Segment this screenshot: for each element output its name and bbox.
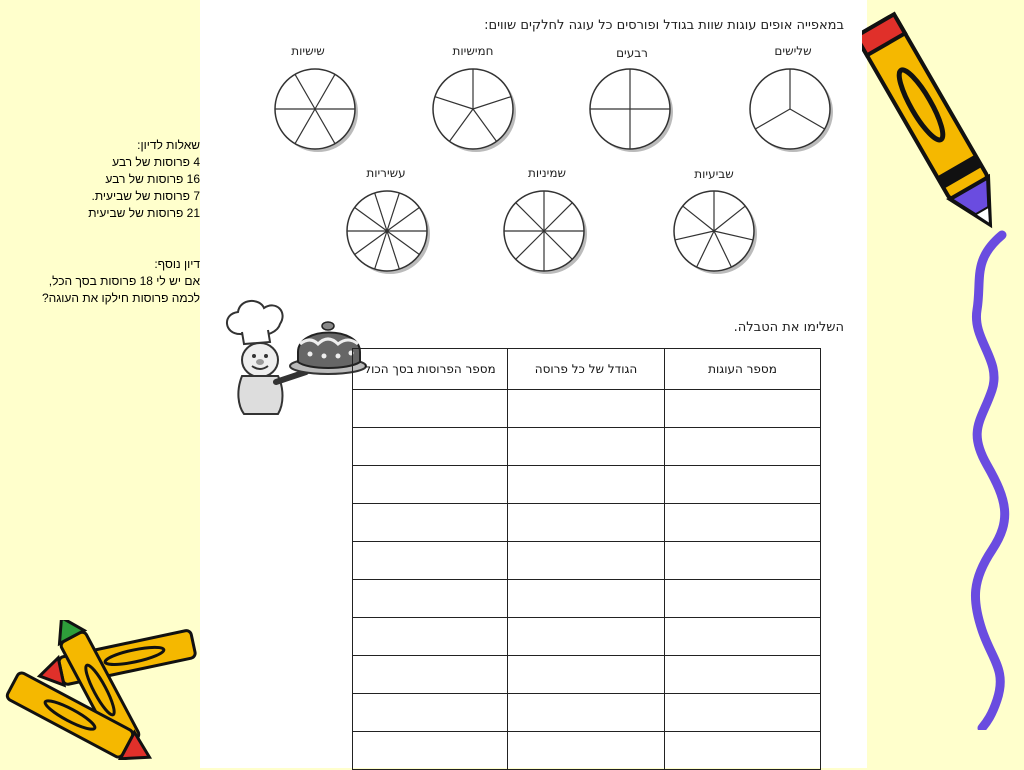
table-cell[interactable]: [665, 504, 821, 542]
table-row: [353, 694, 821, 732]
table-row: [353, 656, 821, 694]
table-cell[interactable]: [353, 542, 508, 580]
cake-quarters-icon: [586, 65, 678, 157]
table-cell[interactable]: [665, 390, 821, 428]
table-cell[interactable]: [353, 618, 508, 656]
table-row: [353, 732, 821, 770]
questions-title: שאלות לדיון:: [137, 138, 200, 152]
cake-fifths-icon: [429, 65, 521, 157]
table-cell[interactable]: [508, 466, 665, 504]
question-line: 7 פרוסות של שביעית.: [91, 189, 200, 203]
question-line: 21 פרוסות של שביעית: [88, 206, 200, 220]
table-cell[interactable]: [353, 466, 508, 504]
question-line: 4 פרוסות של רבע: [112, 155, 200, 169]
table-cell[interactable]: [508, 504, 665, 542]
table-cell[interactable]: [353, 504, 508, 542]
table-cell[interactable]: [508, 390, 665, 428]
table-row: [353, 504, 821, 542]
header-slice-size: הגודל של כל פרוסה: [508, 349, 665, 390]
table-cell[interactable]: [665, 732, 821, 770]
table-row: [353, 390, 821, 428]
table-cell[interactable]: [665, 542, 821, 580]
table-header-row: [353, 349, 821, 390]
crayons-bottom-left-icon: [0, 620, 200, 760]
table-cell[interactable]: [665, 618, 821, 656]
table-cell[interactable]: [353, 580, 508, 618]
extra-line: לכמה פרוסות חילקו את העוגה?: [41, 291, 200, 305]
table-cell[interactable]: [508, 542, 665, 580]
question-line: 16 פרוסות של רבע: [105, 172, 200, 186]
cake-label-thirds: שלישים: [774, 44, 812, 58]
table-cell[interactable]: [508, 694, 665, 732]
table-cell[interactable]: [353, 428, 508, 466]
table-cell[interactable]: [665, 694, 821, 732]
table-row: [353, 466, 821, 504]
cake-label-eighths: שמיניות: [528, 166, 566, 180]
table-row: [353, 580, 821, 618]
table-cell[interactable]: [353, 656, 508, 694]
cake-eighths-icon: [500, 187, 592, 279]
discussion-questions: [10, 137, 200, 222]
cake-label-tenths: עשיריות: [366, 166, 406, 180]
table-row: [353, 618, 821, 656]
table-row: [353, 428, 821, 466]
discussion-extra: [10, 256, 200, 307]
chef-with-cake-icon: [218, 296, 368, 421]
cake-label-sixths: שישיות: [291, 44, 325, 58]
cake-thirds-icon: [746, 65, 838, 157]
cake-sevenths-icon: [670, 187, 762, 279]
cake-label-quarters: רבעים: [616, 46, 648, 60]
worksheet-instruction: במאפייה אופים עוגות שוות בגודל ופורסים כל עוגה לחלקים שווים:: [484, 18, 844, 33]
extra-title: דיון נוסף:: [154, 257, 200, 271]
table-cell[interactable]: [508, 580, 665, 618]
header-total-slices: מספר הפרוסות בסך הכול: [353, 349, 508, 390]
table-cell[interactable]: [508, 618, 665, 656]
crayon-icon: [862, 2, 1002, 247]
table-cell[interactable]: [508, 428, 665, 466]
cake-label-sevenths: שביעיות: [694, 167, 734, 181]
cake-tenths-icon: [343, 187, 435, 279]
table-cell[interactable]: [665, 656, 821, 694]
cake-label-fifths: חמישיות: [452, 44, 494, 58]
table-cell[interactable]: [508, 656, 665, 694]
header-cake-count: מספר העוגות: [665, 349, 821, 390]
table-row: [353, 542, 821, 580]
table-cell[interactable]: [665, 428, 821, 466]
table-cell[interactable]: [353, 390, 508, 428]
table-cell[interactable]: [353, 694, 508, 732]
table-cell[interactable]: [665, 466, 821, 504]
extra-line: אם יש לי 18 פרוסות בסך הכל,: [48, 274, 200, 288]
table-cell[interactable]: [665, 580, 821, 618]
cake-sixths-icon: [271, 65, 363, 157]
table-instruction: השלימו את הטבלה.: [733, 320, 844, 335]
table-cell[interactable]: [508, 732, 665, 770]
squiggle-decoration: [962, 230, 1022, 730]
fill-in-table: [352, 348, 821, 770]
table-cell[interactable]: [353, 732, 508, 770]
